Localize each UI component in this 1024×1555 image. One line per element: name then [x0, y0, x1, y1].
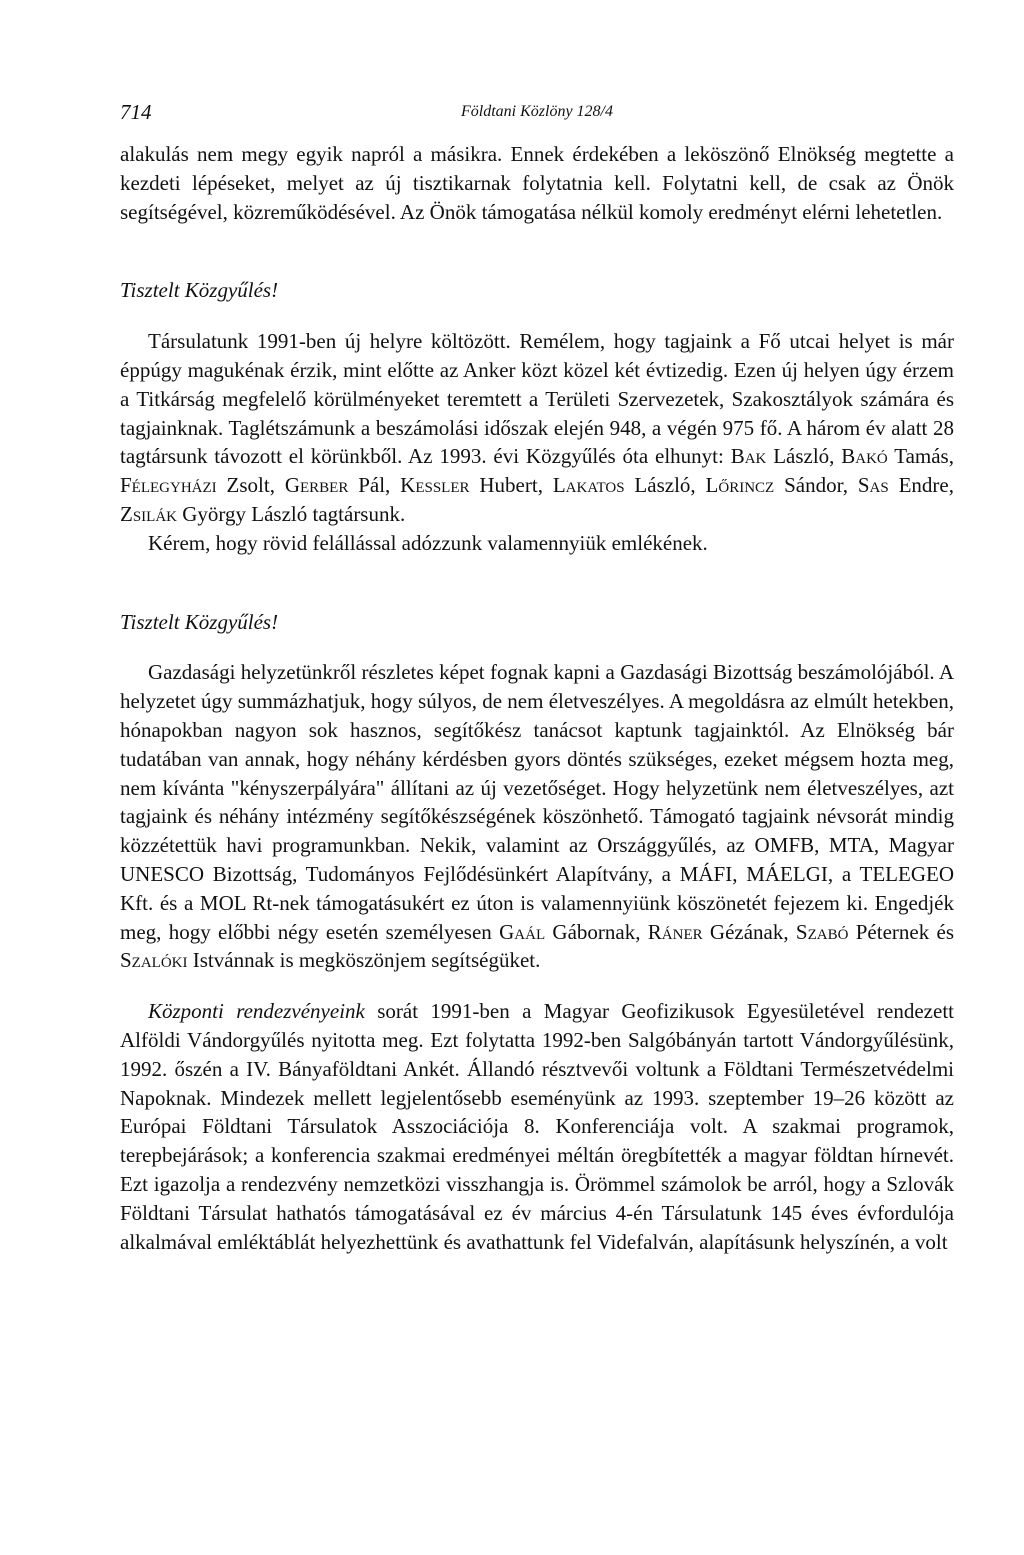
page-number: 714 [120, 100, 152, 124]
paragraph-5 [120, 997, 954, 1256]
paragraph-2-text: Tamás, [887, 444, 954, 469]
paragraph-2-text: László, [766, 444, 842, 469]
paragraph-4 [120, 658, 954, 975]
name-zsilak: Zsilák [120, 501, 177, 526]
name-lorincz: Lőrincz [705, 473, 775, 498]
name-lakatos: Lakatos [552, 473, 625, 498]
name-bak: Bak [730, 444, 767, 469]
name-kessler: Kessler [400, 473, 470, 498]
page-header [120, 100, 954, 140]
paragraph-2 [120, 327, 954, 529]
paragraph-2-text: Hubert, [469, 473, 553, 498]
document-page [120, 100, 954, 1256]
salutation-2: Tisztelt Közgyűlés! [120, 609, 279, 634]
paragraph-5-text: sorát 1991-ben a Magyar Geofizikusok Egyesületével rendezett Alföldi Vándorgyűlés nyitotta meg. Ezt folytatta 1992-ben Salgóbányán tartott Vándorgyűlésünk, 1992. őszén a IV. Bányaföldtani Ankét. Állandó résztvevői voltunk a Földtani Természetvédelmi Napoknak. Mindezek mellett legjelentősebb eseményünk az 1993. szeptember 19–26 között az Európai Földtani Társulatok Asszociációja 8. Konferenciája volt. A szakmai programok, terepbejárások; a konferencia szakmai eredményei méltán öregbítették a magyar földtan hírnevét. Ezt igazolja a rendezvény nemzetközi visszhangja is. Örömmel számolok be arról, hogy a Szlovák Földtani Társulat hathatós támogatásával ez év március 4-én Társulatunk 145 éves évfordulója alkalmával emléktáblát helyezhettünk és avathattunk fel Videfalván, alapításunk helyszínén, a volt [120, 999, 954, 1254]
paragraph-2-text: László, [624, 473, 706, 498]
name-bako: Bakó [841, 444, 888, 469]
name-szaloki: Szalóki [120, 948, 188, 973]
paragraph-2-text: Sándor, [774, 473, 858, 498]
name-gaal: Gaál [499, 919, 546, 944]
paragraph-4-text: Péternek és [848, 919, 954, 944]
paragraph-3: Kérem, hogy rövid felállással adózzunk valamennyiük emlékének. [148, 530, 708, 555]
paragraph-4-text: Istvánnak is megköszönjem segítségüket. [187, 948, 541, 973]
paragraph-4-text: Gézának, [702, 919, 796, 944]
name-sas: Sas [857, 473, 889, 498]
name-szabo: Szabó [795, 919, 849, 944]
name-felegyhazi: Félegyházi [120, 473, 217, 498]
paragraph-2-text: Zsolt, [216, 473, 285, 498]
name-raner: Ráner [647, 919, 703, 944]
paragraph-5-lead: Központi rendezvényeink [148, 999, 365, 1024]
paragraph-4-text: Gazdasági helyzetünkről részletes képet fognak kapni a Gazdasági Bizottság beszámolójából. A helyzetet úgy summázhatjuk, hogy súlyos, de nem életveszélyes. A megoldásra az elmúlt hetekben, hónapokban nagyon sok hasznos, segítőkész tanácsot kaptunk tagjainktól. Az Elnökség bár tudatában van annak, hogy néhány kérdésben gyors döntés szükséges, ezeket mégsem hozta meg, nem kívánta "kényszerpályára" állítani az új vezetőséget. Hogy helyzetünk nem életveszélyes, azt tagjaink és néhány intézmény segítőkészségének köszönhető. Támogató tagjaink névsorát mindig közzétettük havi programunkban. Nekik, valamint az Országgyűlés, az OMFB, MTA, Magyar UNESCO Bizottság, Tudományos Fejlődésünkért Alapítvány, a MÁFI, MÁELGI, a TELEGEO Kft. és a MOL Rt-nek támogatásukért ez úton is valamennyiünk köszönetét fejezem ki. Engedjék meg, hogy előbbi négy esetén személyesen [120, 660, 954, 944]
paragraph-2-text: Pál, [348, 473, 401, 498]
paragraph-4-text: Gábornak, [545, 919, 648, 944]
paragraph-2-text: Endre, [888, 473, 954, 498]
paragraph-2-text: György László tagtársunk. [177, 501, 406, 526]
salutation-1: Tisztelt Közgyűlés! [120, 278, 279, 303]
paragraph-2-text: Társulatunk 1991-ben új helyre költözött. Remélem, hogy tagjaink a Fő utcai helyet is már éppúgy magukénak érzik, mint előtte az Anker közt közel két évtizedig. Ezen új helyen úgy érzem a Titkárság megfelelő körülményeket teremtett a Területi Szervezetek, Szakosztályok számára és tagjainknak. Taglétszámunk a beszámolási időszak elején 948, a végén 975 fő. A három év alatt 28 tagtársunk távozott el körünkből. Az 1993. évi Közgyűlés óta elhunyt: [120, 329, 954, 469]
paragraph-1: alakulás nem megy egyik napról a másikra. Ennek érdekében a leköszönő Elnökség megtette a kezdeti lépéseket, melyet az új tisztikarnak folytatnia kell. Folytatni kell, de csak az Önök segítségével, közreműködésével. Az Önök támogatása nélkül komoly eredményt elérni lehetetlen. [120, 142, 954, 224]
running-title: Földtani Közlöny 128/4 [461, 103, 613, 120]
name-gerber: Gerber [284, 473, 349, 498]
